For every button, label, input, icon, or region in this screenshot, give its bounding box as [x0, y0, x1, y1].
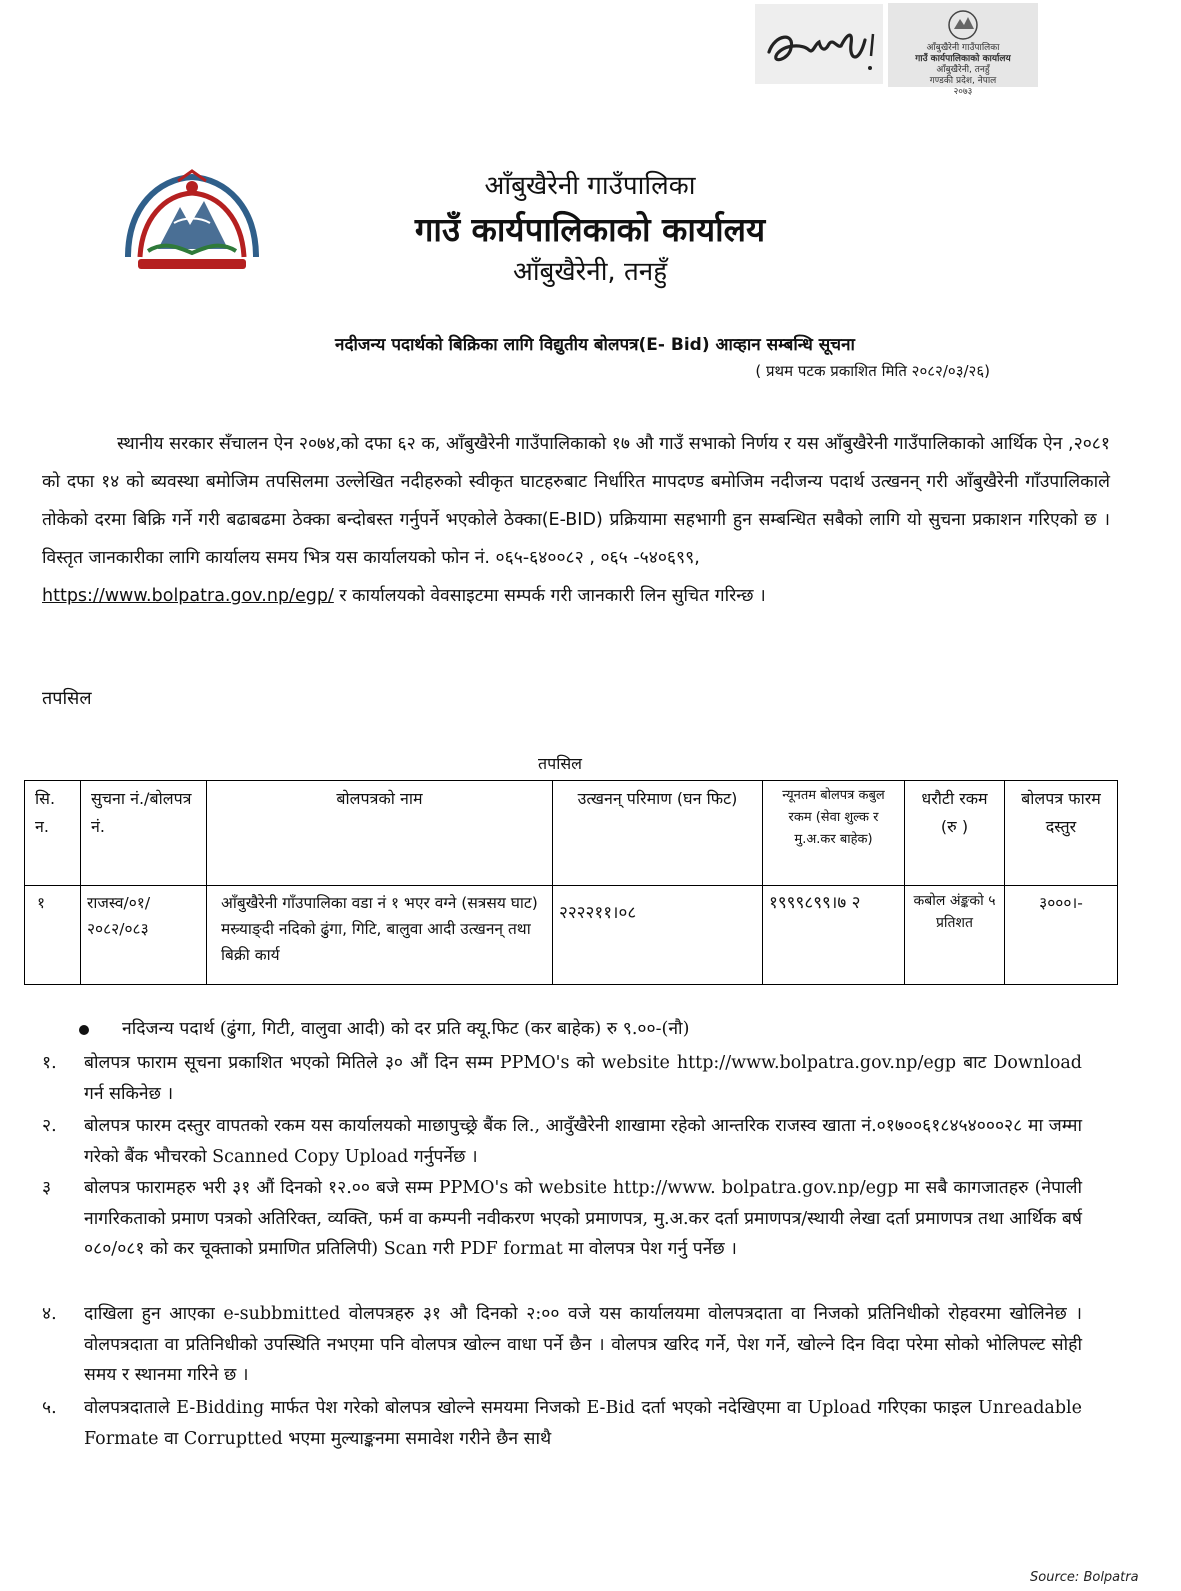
header-min-amount: न्यूनतम बोलपत्र कबुल रकम (सेवा शुल्क र मु.अ.कर बाहेक) [763, 781, 905, 886]
note-item [42, 1111, 1082, 1172]
notice-body [42, 425, 1110, 615]
note-item [42, 1048, 1082, 1109]
stamp-text [888, 43, 1038, 98]
rate-text: नदिजन्य पदार्थ (ढुंगा, गिटी, वालुवा आदी) को दर प्रति क्यू.फिट (कर बाहेक) रु ९.००-(नौ) [122, 1019, 690, 1039]
publication-date: ( प्रथम पटक प्रकाशित मिति २०८२/०३/२६) [755, 362, 990, 380]
header-name: बोलपत्रको नाम [207, 781, 553, 886]
schedule-label: तपसिल [42, 688, 92, 709]
note-text: बोलपत्र फारामहरु भरी ३१ औं दिनको १२.०० बजे सम्म PPMO's को website http://www. bolpatra.gov.np/egp मा सबै कागजातहरु (नेपाली नागरिकताको प्रमाण पत्रको अतिरिक्त, व्यक्ति, फर्म वा कम्पनी नवीकरण भएको प्रमाणपत्र, मु.अ.कर दर्ता प्रमाणपत्र/स्थायी लेखा दर्ता प्रमाणपत्र तथा आर्थिक बर्ष ०८०/०८१ को कर चूक्ताको प्रमाणित प्रतिलिपी) Scan गरी PDF format मा वोलपत्र पेश गर्नु पर्नेछ । [84, 1178, 1082, 1259]
stamp-emblem-icon [888, 3, 1038, 45]
cell-deposit: कबोल अंङ्कको ५ प्रतिशत [905, 886, 1005, 985]
municipality-name: आँबुखैरेनी गाउँपालिका [484, 171, 696, 201]
note-text: वोलपत्रदाताले E-Bidding मार्फत पेश गरेको बोलपत्र खोल्ने समयमा निजको E-Bid दर्ता भएको नदेखिएमा वा Upload गरिएका फाइल Unreadable Formate वा Corruptted भएमा मुल्याङ्कनमा समावेश गरीने छैन साथै [84, 1398, 1082, 1449]
cell-notice-no: राजस्व/०१/ २०८२/०८३ [81, 886, 207, 985]
note-text: बोलपत्र फारम दस्तुर वापतको रकम यस कार्यालयको माछापुच्छ्रे बैंक लि., आवुँखैरेनी शाखामा रहेको आन्तरिक राजस्व खाता नं.०१७००६१८४५४०००२८ मा जम्मा गरेको बैंक भौचरको Scanned Copy Upload गर्नुपर्नेछ । [84, 1116, 1082, 1167]
cell-form-fee: ३०००।- [1005, 886, 1118, 985]
body-end-text: र कार्यालयको वेवसाइटमा सम्पर्क गरी जानकारी लिन सुचित गरिन्छ । [333, 586, 766, 606]
source-credit: Source: Bolpatra [1030, 1570, 1139, 1585]
note-number: २. [42, 1116, 57, 1136]
signature-scribble [755, 4, 883, 84]
header-notice-no: सुचना नं./बोलपत्र नं. [81, 781, 207, 886]
header-deposit: धरौटी रकम (रु ) [905, 781, 1005, 886]
signature [755, 4, 883, 84]
office-address: आँबुखैरेनी, तनहुँ [512, 257, 668, 287]
cell-min-amount: १९९९८९९।७ २ [763, 886, 905, 985]
note-number: ३ [42, 1178, 52, 1198]
note-number: ४. [42, 1304, 57, 1324]
stamp-line: गण्डकी प्रदेश, नेपाल [929, 76, 997, 86]
nepal-emblem-icon [118, 167, 266, 277]
note-item [42, 1299, 1082, 1391]
header-form-fee: बोलपत्र फारम दस्तुर [1005, 781, 1118, 886]
schedule-table [24, 780, 1118, 985]
table-row [25, 886, 1118, 985]
cell-sn: १ [25, 886, 81, 985]
stamp-line: गाउँ कार्यपालिकाको कार्यालय [915, 54, 1011, 64]
body-text: स्थानीय सरकार सँचालन ऐन २०७४,को दफा ६२ क, आँबुखैरेनी गाउँपालिकाको १७ औ गाउँ सभाको निर्णय र यस आँबुखैरेनी गाउँपालिकाको आर्थिक ऐन ,२०८१ को दफा १४ को ब्यवस्था बमोजिम तपसिलमा उल्लेखित नदीहरुको स्वीकृत घाटहरुबाट निर्धारित मापदण्ड बमोजिम नदीजन्य पदार्थ उत्खनन् गरी आँबुखैरेनी गाँउपालिकाले तोकेको दरमा बिक्रि गर्ने गरी बढाबढमा ठेक्का बन्दोबस्त गर्नुपर्ने भएकोले ठेक्का(E-BID) प्रक्रियामा सहभागी हुन सम्बन्धित सबैको लागि यो सुचना प्रकाशन गरिएको छ । विस्तृत जानकारीका लागि कार्यालय समय भित्र यस कार्यालयको फोन नं. ०६५-६४००८२ , ०६५ -५४०६९९, [42, 434, 1110, 568]
cell-name: आँबुखैरेनी गाँउपालिका वडा नं १ भएर वग्ने (सत्रसय घाट) मस्र्याङ्दी नदिको ढुंगा, गिटि, बालुवा आदी उत्खनन् तथा बिक्री कार्य [207, 886, 553, 985]
note-item [42, 1393, 1082, 1454]
note-number: १. [42, 1053, 57, 1073]
notice-subject: नदीजन्य पदार्थको बिक्रिका लागि विद्युतीय बोलपत्र(E- Bid) आव्हान सम्बन्धि सूचना [335, 335, 855, 355]
bullet-icon [79, 1025, 89, 1035]
official-stamp [888, 3, 1038, 97]
stamp-line: आँबुखैरेनी गाउँपालिका [926, 43, 1000, 53]
stamp-line: आँबुखैरेनी, तनहुँ [936, 65, 990, 75]
note-number: ५. [42, 1398, 57, 1418]
note-text: बोलपत्र फाराम सूचना प्रकाशित भएको मितिले ३० औं दिन सम्म PPMO's को website http://www.bolpatra.gov.np/egp बाट Download गर्न सकिनेछ । [84, 1053, 1082, 1104]
header-quantity: उत्खनन् परिमाण (घन फिट) [553, 781, 763, 886]
note-item [42, 1173, 1082, 1265]
header-sn: सि. न. [25, 781, 81, 886]
table-caption: तपसिल [537, 754, 583, 773]
stamp-line: २०७३ [953, 87, 973, 97]
bolpatra-link[interactable]: https://www.bolpatra.gov.np/egp/ [42, 586, 334, 606]
office-name: गाउँ कार्यपालिकाको कार्यालय [414, 210, 766, 249]
table-header-row [25, 781, 1118, 886]
note-text: दाखिला हुन आएका e-subbmitted वोलपत्रहरु ३१ औ दिनको २:०० वजे यस कार्यालयमा वोलपत्रदाता वा निजको प्रतिनिधीको रोहवरमा खोलिनेछ । वोलपत्रदाता वा प्रतिनिधीको उपस्थिति नभएमा पनि वोलपत्र खोल्न वाधा पर्ने छैन । वोलपत्र खरिद गर्ने, पेश गर्ने, खोल्ने दिन विदा परेमा सोको भोलिपल्ट सोही समय र स्थानमा गरिने छ । [84, 1304, 1082, 1385]
cell-quantity: २२२२११।०८ [553, 886, 763, 985]
